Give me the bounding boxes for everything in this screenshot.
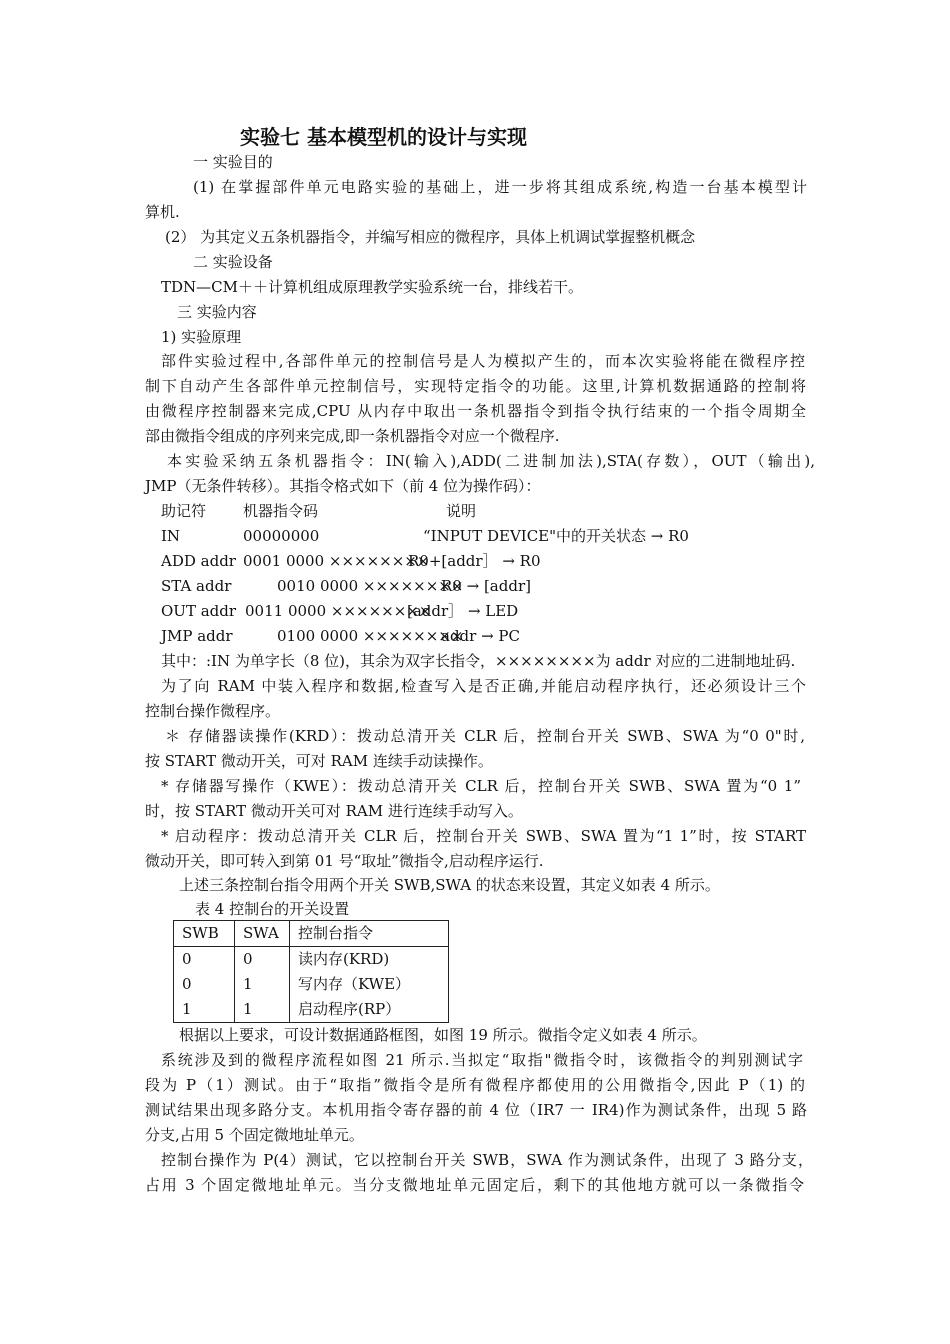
subheading-principle: 1) 实验原理 — [161, 328, 242, 346]
table-cell: 0 — [174, 947, 235, 973]
instr-intro-line-2: JMP（无条件转移）。其指令格式如下（前 4 位为操作码）： — [145, 477, 541, 495]
instr-desc: [addr］ → LED — [407, 602, 519, 620]
table-cell: 写内存（KWE） — [290, 972, 449, 997]
table-cell: 1 — [174, 997, 235, 1023]
page-title: 实验七 基本模型机的设计与实现 — [240, 125, 527, 149]
instr-desc: R0+[addr］ → R0 — [408, 552, 541, 570]
flow-paragraph-line-2: 段为 P（1）测试。由于“取指”微指令是所有微程序都使用的公用微指令,因此 P（1) 的 — [145, 1076, 805, 1094]
table-cell: 1 — [235, 972, 290, 997]
rp-paragraph-line-1: * 启动程序：拨动总清开关 CLR 后，控制台开关 SWB、SWA 置为“1 1”时，按 START — [161, 827, 806, 845]
flow-paragraph-line-3: 测试结果出现多路分支。本机用指令寄存器的前 4 位（IR7 一 IR4)作为测试条件，出现 5 路 — [145, 1101, 807, 1119]
kwe-paragraph-line-1: * 存储器写操作（KWE）：拨动总清开关 CLR 后，控制台开关 SWB、SWA 置为“0 1” — [161, 777, 801, 795]
table-row — [174, 947, 449, 973]
table-cell: 0 — [174, 972, 235, 997]
instr-code: 0100 0000 ×××××××× — [277, 627, 464, 645]
instr-note: 其中：:IN 为单字长（8 位)，其余为双字长指令，××××××××为 addr 对应的二进制地址码. — [161, 652, 796, 670]
instr-desc: “INPUT DEVICE"中的开关状态 → R0 — [423, 527, 689, 545]
flow-paragraph-line-1: 系统涉及到的微程序流程如图 21 所示.当拟定“取指"微指令时，该微指令的判别测试字 — [161, 1051, 803, 1069]
table-header-cell: SWA — [235, 921, 290, 947]
console-summary: 上述三条控制台指令用两个开关 SWB,SWA 的状态来设置，其定义如表 4 所示。 — [179, 876, 720, 894]
table-header-cell: 控制台指令 — [290, 921, 449, 947]
table-cell: 0 — [235, 947, 290, 973]
instr-desc: R0 → [addr] — [441, 577, 531, 595]
section-heading-content: 三 实验内容 — [177, 303, 257, 321]
principle-line-3: 由微程序控制器来完成,CPU 从内存中取出一条机器指令到指令执行结束的一个指令周期全 — [145, 402, 806, 420]
instr-code: 0001 0000 ×××××××× — [243, 552, 430, 570]
principle-line-2: 制下自动产生各部件单元控制信号，实现特定指令的功能。这里,计算机数据通路的控制将 — [145, 377, 806, 395]
purpose-paragraph-1-line-1: (1) 在掌握部件单元电路实验的基础上，进一步将其组成系统,构造一台基本模型计 — [193, 178, 807, 196]
instr-mnemonic: STA addr — [161, 577, 232, 595]
instr-mnemonic: JMP addr — [161, 627, 233, 645]
instr-desc: addr → PC — [441, 627, 520, 645]
purpose-paragraph-1-line-2: 算机. — [145, 203, 180, 221]
instr-mnemonic: ADD addr — [161, 552, 236, 570]
instr-header-mnemonic: 助记符 — [161, 502, 207, 520]
section-heading-purpose: 一 实验目的 — [193, 153, 273, 171]
kwe-paragraph-line-2: 时，按 START 微动开关可对 RAM 进行连续手动写入。 — [145, 802, 523, 820]
instr-header-code: 机器指令码 — [243, 502, 319, 520]
purpose-paragraph-2: (2） 为其定义五条机器指令，并编写相应的微程序，具体上机调试掌握整机概念 — [165, 228, 696, 246]
instr-intro-line-1: 本实验采纳五条机器指令：IN(输入),ADD(二进制加法),STA(存数），OUT（输出), — [167, 452, 815, 470]
krd-paragraph-line-1: ＊ 存储器读操作(KRD）：拨动总清开关 CLR 后，控制台开关 SWB、SWA 为“0 0"时, — [165, 727, 805, 745]
table-cell: 1 — [235, 997, 290, 1023]
table-header-row — [174, 921, 449, 947]
instr-header-desc: 说明 — [446, 502, 477, 520]
instr-mnemonic: OUT addr — [161, 602, 237, 620]
flow-paragraph-line-4: 分支,占用 5 个固定微地址单元。 — [145, 1126, 364, 1144]
ram-paragraph-line-2: 控制台操作微程序。 — [145, 702, 281, 720]
ram-paragraph-line-1: 为了向 RAM 中装入程序和数据,检查写入是否正确,并能启动程序执行，还必须设计三个 — [161, 677, 806, 695]
instr-code: 0010 0000 ×××××××× — [277, 577, 464, 595]
krd-paragraph-line-2: 按 START 微动开关，可对 RAM 连续手动读操作。 — [145, 752, 493, 770]
instr-mnemonic: IN — [161, 527, 181, 545]
instr-code: 0011 0000 ×××××××× — [245, 602, 432, 620]
table-cell: 启动程序(RP） — [290, 997, 449, 1023]
principle-line-1: 部件实验过程中,各部件单元的控制信号是人为模拟产生的，而本次实验将能在微程序控 — [161, 352, 805, 370]
table-row — [174, 997, 449, 1023]
console-test-line-1: 控制台操作为 P(4）测试，它以控制台开关 SWB，SWA 作为测试条件，出现了 3 路分支， — [161, 1151, 813, 1169]
instr-code: 00000000 — [243, 527, 320, 545]
after-table-paragraph: 根据以上要求，可设计数据通路框图，如图 19 所示。微指令定义如表 4 所示。 — [179, 1026, 707, 1044]
table-row — [174, 972, 449, 997]
section-heading-equipment: 二 实验设备 — [193, 253, 273, 271]
table-header-cell: SWB — [174, 921, 235, 947]
switch-settings-table — [173, 920, 449, 1023]
console-test-line-2: 占用 3 个固定微地址单元。当分支微地址单元固定后，剩下的其他地方就可以一条微指令 — [145, 1176, 804, 1194]
table-caption: 表 4 控制台的开关设置 — [195, 900, 350, 918]
table-cell: 读内存(KRD) — [290, 947, 449, 973]
principle-line-4: 部由微指令组成的序列来完成,即一条机器指令对应一个微程序. — [145, 427, 560, 445]
rp-paragraph-line-2: 微动开关，即可转入到第 01 号“取址”微指令,启动程序运行. — [145, 852, 544, 870]
equipment-paragraph: TDN—CM＋＋计算机组成原理教学实验系统一台，排线若干。 — [161, 278, 583, 296]
